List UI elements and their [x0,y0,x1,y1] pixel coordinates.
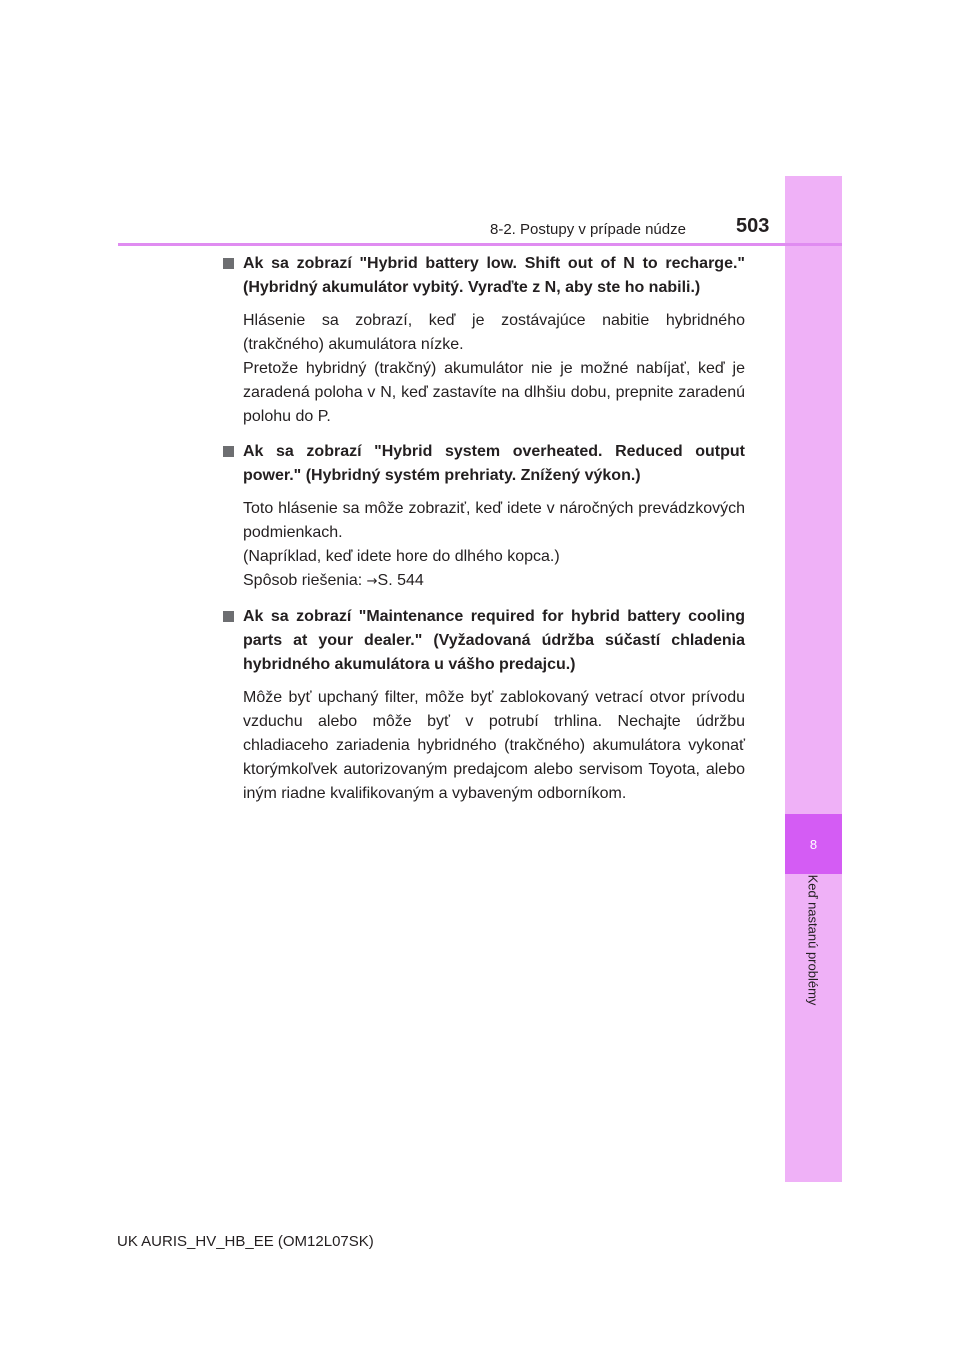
arrow-right-icon: → [366,574,378,589]
header-divider [118,243,842,246]
document-code: UK AURIS_HV_HB_EE (OM12L07SK) [117,1233,374,1250]
message-item [222,605,745,806]
paragraph: Pretože hybridný (trakčný) akumulátor nie je možné nabíjať, keď je zaradená poloha v N, keď zastavíte na dlhšiu dobu, prepnite zaradenú polohu do P. [243,360,745,425]
page-content [222,252,745,817]
chapter-label: Keď nastanú problémy [805,874,821,1006]
solution-label: Spôsob riešenia: [243,572,363,589]
item-heading: Ak sa zobrazí "Hybrid battery low. Shift out of N to recharge." (Hybridný akumulátor vybitý. Vyraďte z N, aby ste ho nabili.) [222,252,745,300]
paragraph: Toto hlásenie sa môže zobraziť, keď idete v náročných prevádzkových podmienkach. [243,500,745,541]
message-item [222,252,745,429]
square-bullet-icon [223,258,234,269]
item-heading: Ak sa zobrazí "Hybrid system overheated. Reduced output power." (Hybridný systém prehriaty. Znížený výkon.) [222,440,745,488]
paragraph: Môže byť upchaný filter, môže byť zablokovaný vetrací otvor prívodu vzduchu alebo môže byť v potrubí trhlina. Nechajte údržbu chladiaceho zariadenia hybridného (trakčného) akumulátora vykonať ktorýmkoľvek autorizovaným predajcom alebo servisom Toyota, alebo iným riadne kvalifikovaným a vybaveným odborníkom. [243,689,745,802]
chapter-number-badge: 8 [785,814,842,874]
square-bullet-icon [223,611,234,622]
paragraph: Hlásenie sa zobrazí, keď je zostávajúce nabitie hybridného (trakčného) akumulátora nízke. [243,312,745,353]
item-heading: Ak sa zobrazí "Maintenance required for hybrid battery cooling parts at your dealer." (Vyžadovaná údržba súčastí chladenia hybridného akumulátora u vášho predajcu.) [222,605,745,677]
paragraph: (Napríklad, keď idete hore do dlhého kopca.) [243,548,560,565]
page-reference-link[interactable]: S. 544 [377,572,424,589]
chapter-side-tab [785,176,842,1182]
section-title: 8-2. Postupy v prípade núdze [490,221,686,238]
item-body [222,686,745,806]
item-body [222,309,745,429]
item-body [222,497,745,594]
solution-reference [243,569,745,594]
message-item [222,440,745,594]
page-number: 503 [736,215,770,237]
square-bullet-icon [223,446,234,457]
